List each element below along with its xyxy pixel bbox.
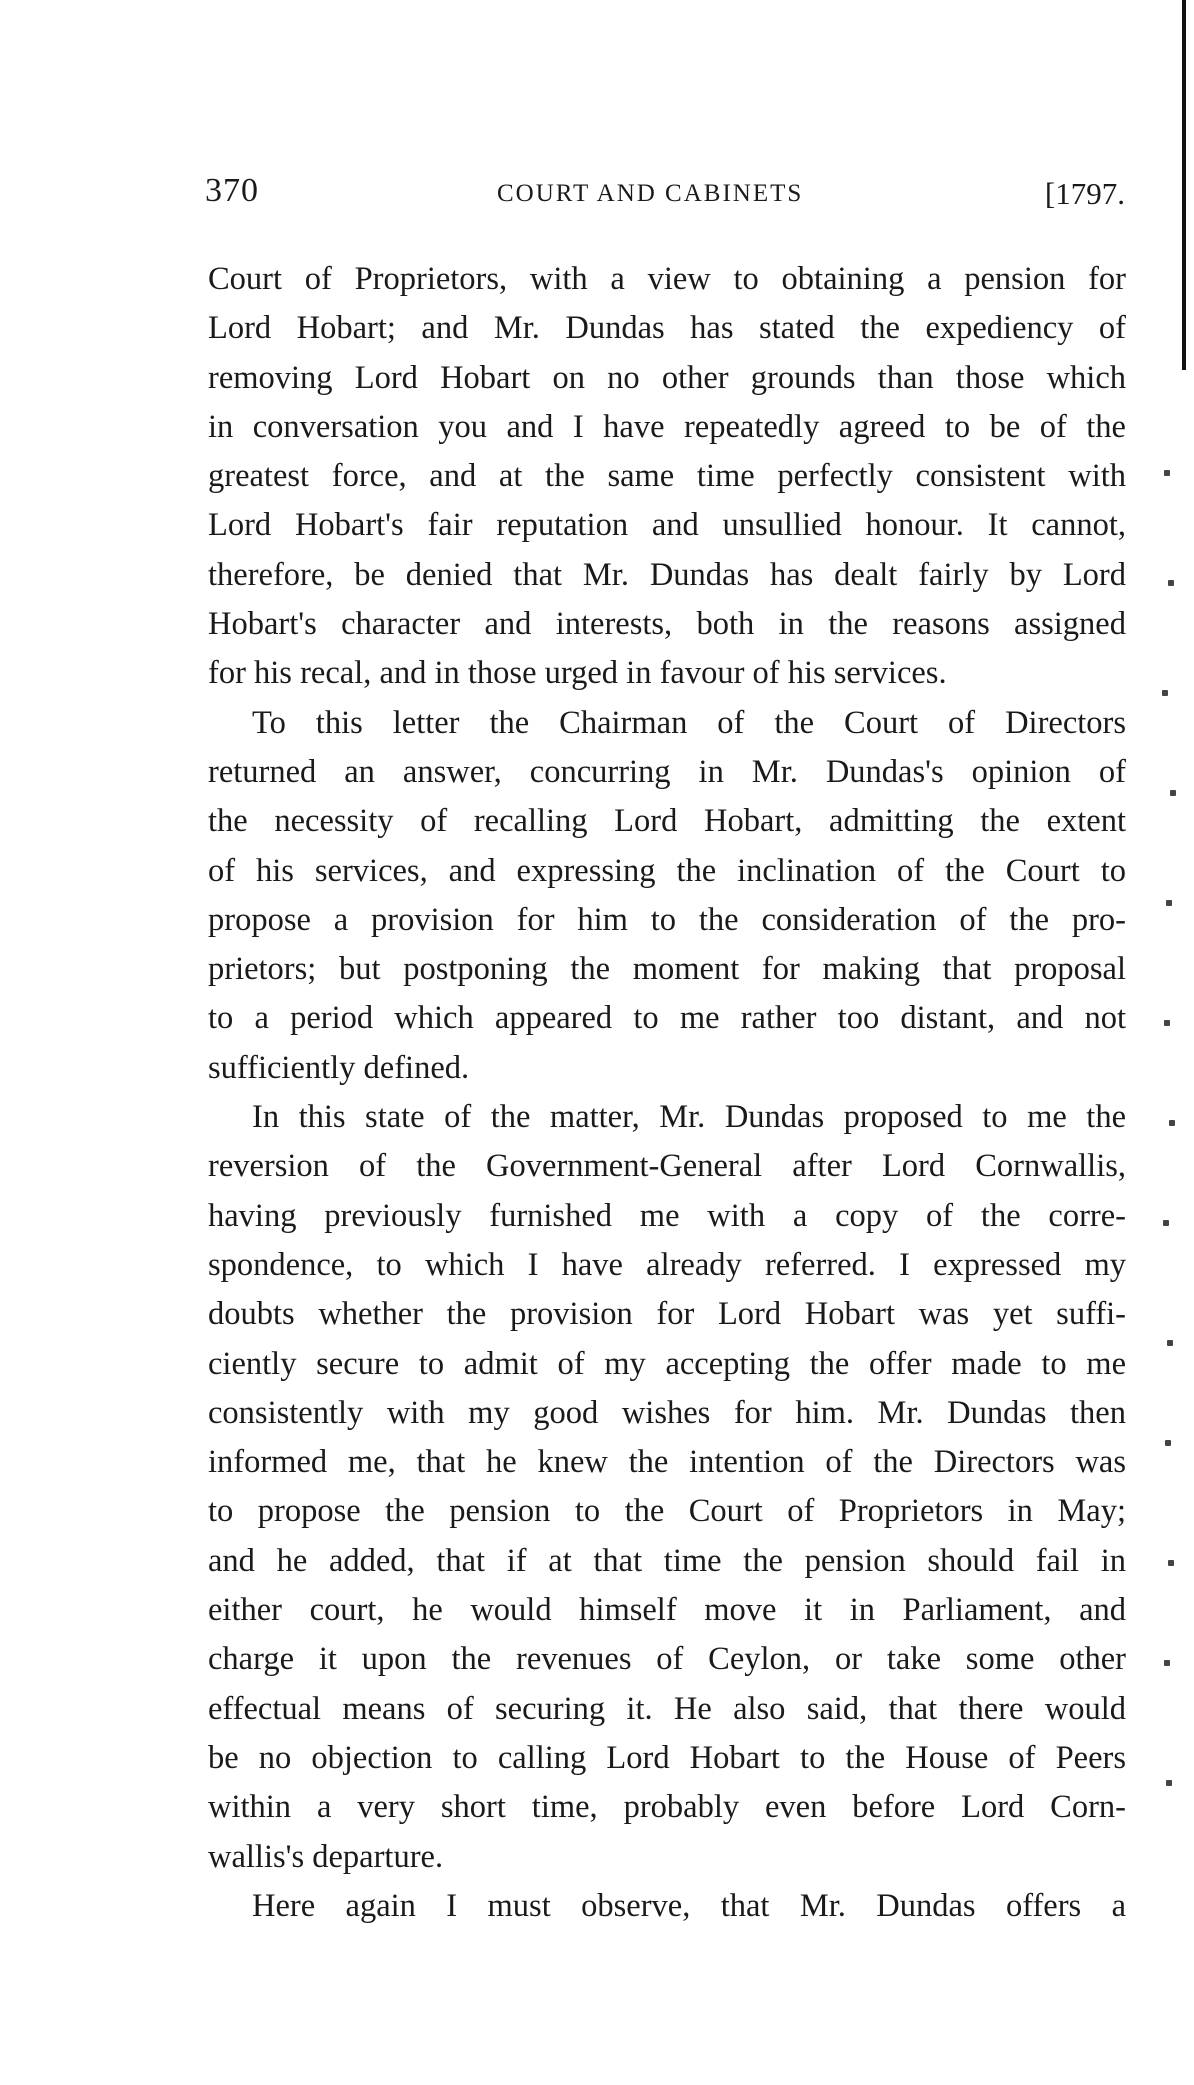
text-line: for his recal, and in those urged in favour of his services.: [208, 655, 947, 692]
text-line: consistently with my good wishes for him. Mr. Dundas then: [208, 1394, 1126, 1431]
scan-edge-rule: [1182, 0, 1186, 370]
paragraph-start-line: Here again I must observe, that Mr. Dundas offers a: [252, 1887, 1126, 1924]
text-line: effectual means of securing it. He also said, that there would: [208, 1690, 1126, 1727]
text-line: Lord Hobart's fair reputation and unsullied honour. It cannot,: [208, 507, 1126, 544]
text-line: within a very short time, probably even before Lord Corn-: [208, 1789, 1126, 1826]
text-line: informed me, that he knew the intention of the Directors was: [208, 1444, 1126, 1481]
text-line: either court, he would himself move it in Parliament, and: [208, 1592, 1126, 1629]
text-line: removing Lord Hobart on no other grounds than those which: [208, 359, 1126, 396]
text-line: spondence, to which I have already referred. I expressed my: [208, 1246, 1126, 1283]
text-line: propose a provision for him to the consideration of the pro-: [208, 901, 1126, 938]
text-line: in conversation you and I have repeatedly agreed to be of the: [208, 408, 1126, 445]
text-line: to propose the pension to the Court of Proprietors in May;: [208, 1493, 1126, 1530]
text-line: prietors; but postponing the moment for making that proposal: [208, 951, 1126, 988]
text-line: ciently secure to admit of my accepting the offer made to me: [208, 1345, 1126, 1382]
text-line: wallis's departure.: [208, 1838, 444, 1875]
text-line: be no objection to calling Lord Hobart to the House of Peers: [208, 1739, 1126, 1776]
text-line: therefore, be denied that Mr. Dundas has dealt fairly by Lord: [208, 556, 1126, 593]
text-line: doubts whether the provision for Lord Hobart was yet suffi-: [208, 1296, 1126, 1333]
text-line: and he added, that if at that time the pension should fail in: [208, 1542, 1126, 1579]
text-line: sufficiently defined.: [208, 1049, 470, 1086]
running-head: COURT AND CABINETS: [497, 180, 804, 207]
text-line: the necessity of recalling Lord Hobart, admitting the extent: [208, 803, 1126, 840]
text-line: to a period which appeared to me rather too distant, and not: [208, 1000, 1126, 1037]
text-line: having previously furnished me with a copy of the corre-: [208, 1197, 1126, 1234]
paragraph-start-line: To this letter the Chairman of the Court of Directors: [252, 704, 1126, 741]
text-line: Hobart's character and interests, both in the reasons assigned: [208, 606, 1126, 643]
text-line: Lord Hobart; and Mr. Dundas has stated the expediency of: [208, 310, 1126, 347]
text-line: returned an answer, concurring in Mr. Dundas's opinion of: [208, 753, 1126, 790]
page-number: 370: [205, 172, 259, 209]
bleed-through-marks: [1144, 460, 1184, 1960]
header-date: [1797.: [1044, 176, 1125, 211]
page-header: [205, 172, 1125, 222]
body-text: [208, 255, 1126, 1931]
text-line: reversion of the Government-General after Lord Cornwallis,: [208, 1148, 1126, 1185]
text-line: Court of Proprietors, with a view to obtaining a pension for: [208, 261, 1126, 297]
text-line: greatest force, and at the same time perfectly consistent with: [208, 458, 1126, 495]
text-line: of his services, and expressing the inclination of the Court to: [208, 852, 1126, 889]
text-line: charge it upon the revenues of Ceylon, or take some other: [208, 1641, 1126, 1678]
paragraph-start-line: In this state of the matter, Mr. Dundas proposed to me the: [252, 1099, 1126, 1136]
